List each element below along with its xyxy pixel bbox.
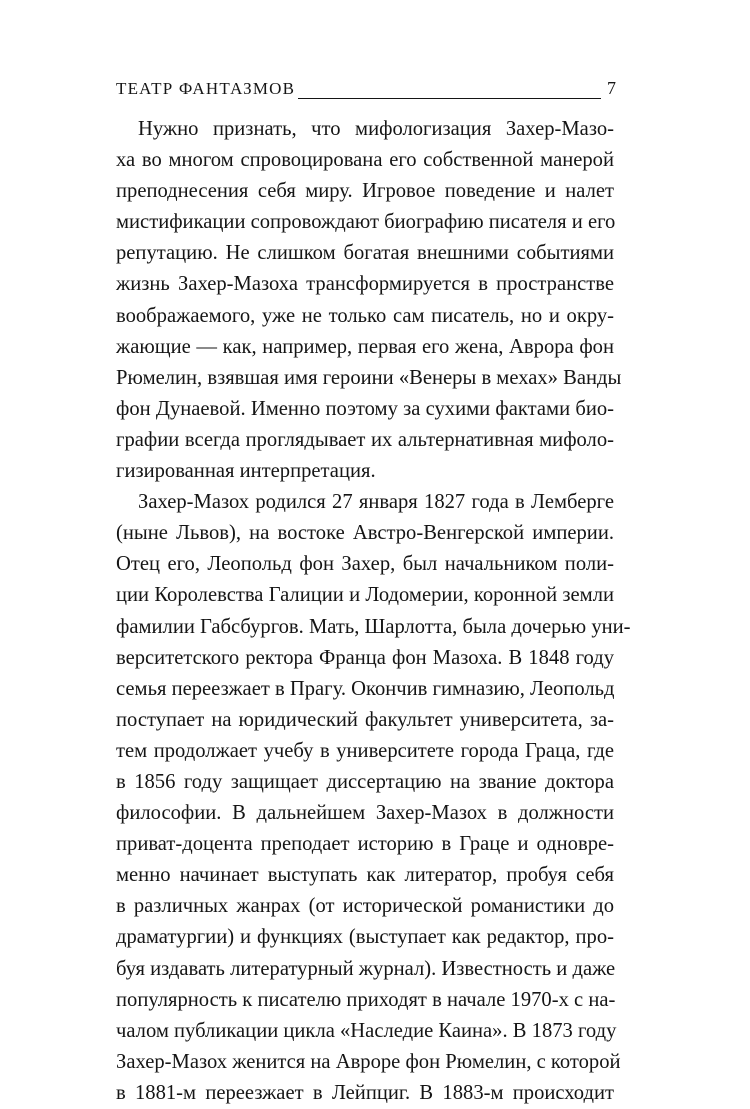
paragraph-2 [116, 487, 631, 1109]
text-line: воображаемого, уже не только сам писатель, но и окру- [116, 304, 614, 327]
running-head-title: ТЕАТР ФАНТАЗМОВ [116, 79, 296, 98]
text-line: в различных жанрах (от исторической романистики до [116, 895, 614, 918]
text-line: буя издавать литературный журнал). Известность и даже [116, 957, 616, 980]
body-text [116, 114, 631, 1109]
running-head-rule [298, 98, 601, 99]
text-line: фамилии Габсбургов. Мать, Шарлотта, была дочерью уни- [116, 615, 631, 638]
text-line: чалом публикации цикла «Наследие Каина». В 1873 году [116, 1019, 617, 1042]
text-line: жизнь Захер-Мазоха трансформируется в пространстве [116, 273, 614, 296]
text-line: популярность к писателю приходят в начале 1970-х с на- [116, 988, 616, 1011]
text-line: мистификации сопровождают биографию писателя и его [116, 211, 616, 234]
running-head [116, 78, 616, 99]
page-number: 7 [607, 78, 616, 98]
text-line: Отец его, Леопольд фон Захер, был начальником поли- [116, 553, 614, 576]
text-line: репутацию. Не слишком богатая внешними событиями [116, 242, 614, 265]
text-line: семья переезжает в Прагу. Окончив гимназию, Леопольд [116, 677, 615, 700]
text-line: ха во многом спровоцирована его собственной манерой [116, 149, 614, 172]
text-line: Нужно признать, что мифологизация Захер-Мазо- [138, 118, 614, 140]
text-line: верситетского ректора Франца фон Мазоха. В 1848 году [116, 646, 614, 669]
text-line: поступает на юридический факультет университета, за- [116, 708, 614, 731]
text-line: философии. В дальнейшем Захер-Мазох в должности [116, 802, 614, 825]
text-line: драматургии) и функциях (выступает как редактор, про- [116, 926, 614, 949]
text-line: жающие — как, например, первая его жена, Аврора фон [116, 335, 614, 358]
text-line: Захер-Мазох родился 27 января 1827 года в Лемберге [138, 491, 614, 514]
text-line: (ныне Львов), на востоке Австро-Венгерской империи. [116, 522, 614, 545]
text-line: Захер-Мазох женится на Авроре фон Рюмелин, с которой [116, 1050, 621, 1073]
text-line: графии всегда проглядывает их альтернативная мифоло- [116, 428, 614, 451]
text-line: ции Королевства Галиции и Лодомерии, коронной земли [116, 584, 614, 607]
text-line: преподнесения себя миру. Игровое поведение и налет [116, 180, 614, 203]
paragraph-1 [116, 114, 622, 487]
text-line: приват-доцента преподает историю в Граце и одновре- [116, 833, 614, 856]
text-line: в 1856 году защищает диссертацию на звание доктора [116, 770, 614, 793]
text-line: в 1881-м переезжает в Лейпциг. В 1883-м происходит [116, 1081, 614, 1104]
text-line: Рюмелин, взявшая имя героини «Венеры в мехах» Ванды [116, 366, 622, 389]
text-line: гизированная интерпретация. [116, 460, 376, 483]
text-line: фон Дунаевой. Именно поэтому за сухими фактами био- [116, 397, 614, 420]
text-line: тем продолжает учебу в университете города Граца, где [116, 739, 614, 762]
text-line: менно начинает выступать как литератор, пробуя себя [116, 864, 614, 887]
